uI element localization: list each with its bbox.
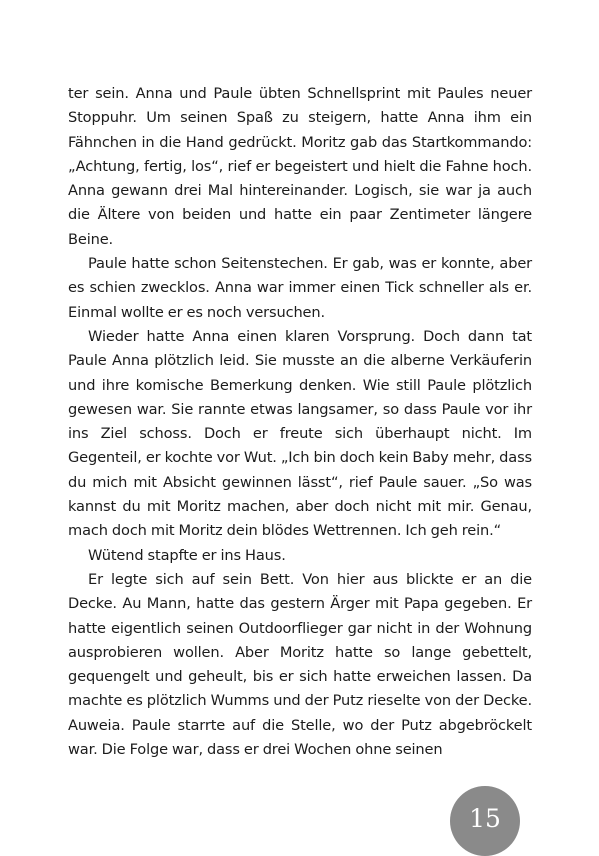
paragraph-5: Er legte sich auf sein Bett. Von hier aus blickte er an die Decke. Au Mann, hatte das gestern Ärger mit Papa gegeben. Er hatte eigentlich seinen Outdoorflieger gar nicht in der Wohnung ausprobieren wollen. Aber Moritz hatte so lange gebettelt, gequengelt und geheult, bis er sich hatte erweichen lassen. Da machte es plötzlich Wumms und der Putz rieselte von der Decke. Auweia. Paule starrte auf die Stelle, wo der Putz abgebröckelt war. Die Folge war, dass er drei Wochen ohne seinen [68,570,532,759]
page-number: 15 [469,803,501,833]
page-body [68,82,532,762]
page-number-badge [450,786,520,856]
paragraph-3: Wieder hatte Anna einen klaren Vorsprung. Doch dann tat Paule Anna plötzlich leid. Sie musste an die alberne Verkäuferin und ihre komische Bemerkung denken. Wie still Paule plötzlich gewesen war. Sie rannte etwas langsamer, so dass Paule vor ihr ins Ziel schoss. Doch er freute sich überhaupt nicht. Im Gegenteil, er kochte vor Wut. „Ich bin doch kein Baby mehr, dass du mich mit Absicht gewinnen lässt“, rief Paule sauer. „So was kannst du mit Moritz machen, aber doch nicht mit mir. Genau, mach doch mit Moritz dein blödes Wettrennen. Ich geh rein.“ [68,327,532,540]
paragraph-2: Paule hatte schon Seitenstechen. Er gab, was er konnte, aber es schien zwecklos. Anna war immer einen Tick schneller als er. Einmal wollte er es noch versuchen. [68,255,532,321]
paragraph-4: Wütend stapfte er ins Haus. [88,546,286,564]
paragraph-1: ter sein. Anna und Paule übten Schnellsprint mit Paules neuer Stoppuhr. Um seinen Spaß zu steigern, hatte Anna ihm ein Fähnchen in die Hand gedrückt. Moritz gab das Startkommando: „Achtung, fertig, los“, rief er begeistert und hielt die Fahne hoch. Anna gewann drei Mal hintereinander. Logisch, sie war ja auch die Ältere von beiden und hatte ein paar Zentimeter längere Beine. [68,85,532,248]
